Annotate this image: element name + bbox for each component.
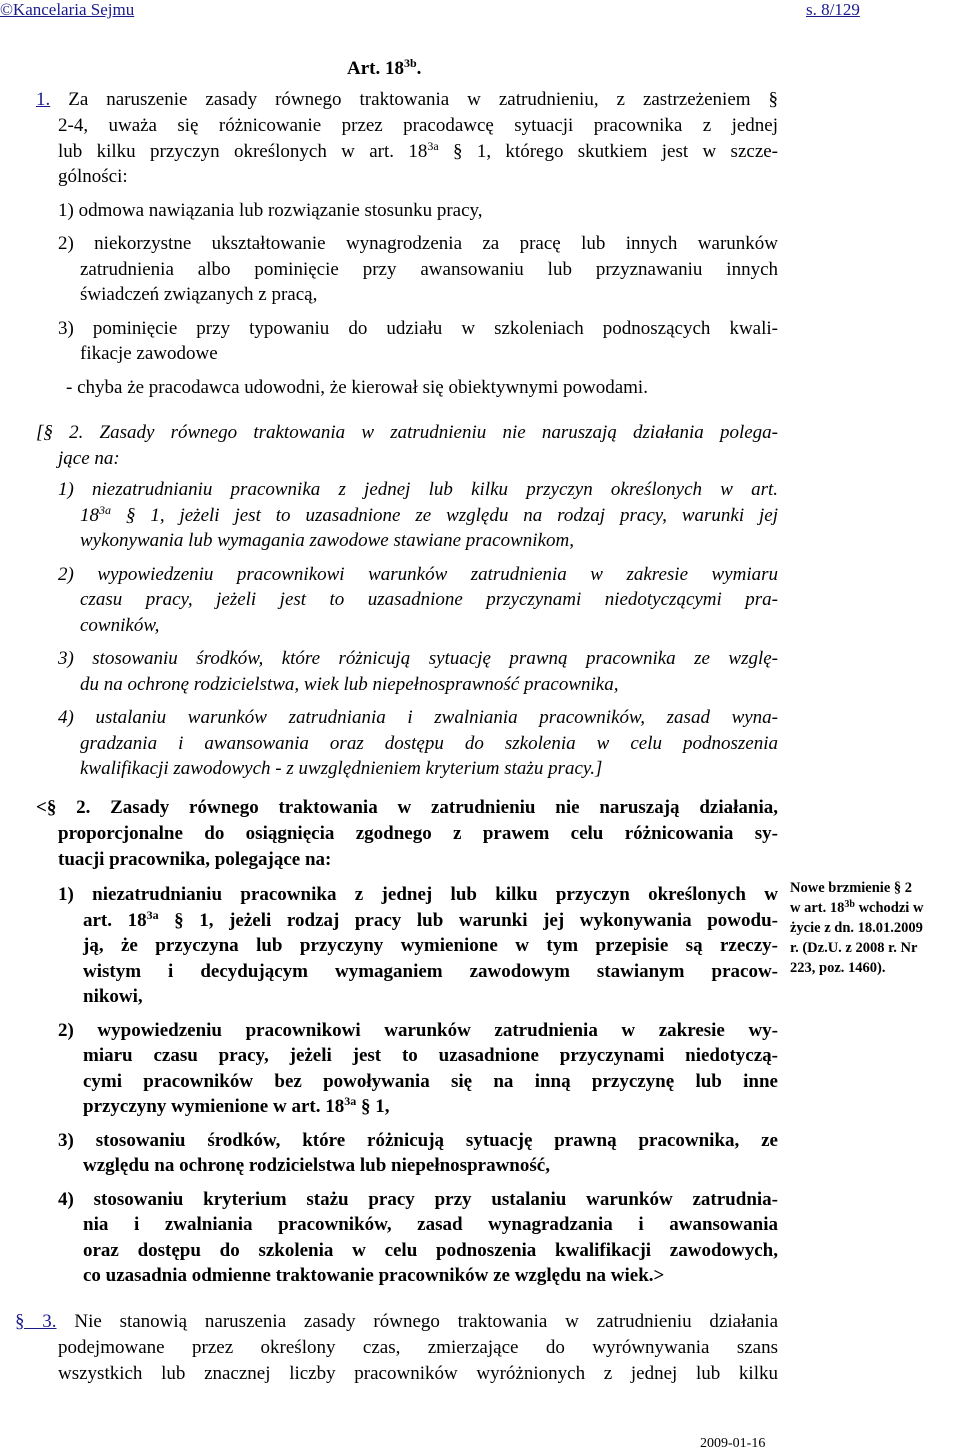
paragraph-2-new-line-2: proporcjonalne do osiągnięcia zgodnego z prawem celu różnicowania sy- bbox=[58, 823, 778, 844]
paragraph-3-text-1: Nie stanowią naruszenia zasady równego traktowania w zatrudnieniu działania bbox=[74, 1311, 778, 1332]
paragraph-2-new-item-2-line-2: miaru czasu pracy, jeżeli jest to uzasadnione przyczynami niedotyczą- bbox=[83, 1045, 778, 1066]
paragraph-2-old-item-2-line-1: 2) wypowiedzeniu pracownikowi warunków zatrudnienia w zakresie wymiaru bbox=[58, 563, 778, 585]
article-title-text: Art. 18 bbox=[347, 58, 404, 79]
margin-note-line-4: r. (Dz.U. z 2008 r. Nr bbox=[790, 940, 918, 956]
paragraph-2-old-item-2-line-2: czasu pracy, jeżeli jest to uzasadnione przyczynami niedotyczącymi pra- bbox=[80, 589, 778, 610]
paragraph-2-old-item-2-line-3: cowników, bbox=[80, 614, 160, 636]
paragraph-1-line-2: 2-4, uważa się różnicowanie przez pracodawcę sytuacji pracownika z jednej bbox=[58, 115, 778, 136]
paragraph-3-line-3: wszystkich lub znacznej liczby pracowników wyróżnionych z jednej lub kilku bbox=[58, 1362, 778, 1384]
paragraph-1-item-2-line-3: świadczeń związanych z pracą, bbox=[80, 284, 318, 305]
article-title-suffix: . bbox=[416, 58, 422, 79]
margin-note-line-2: w art. $18^{3b}$ wchodzi w bbox=[790, 899, 924, 916]
paragraph-2-new-item-1-line-4: wistym i decydującym wymaganiem zawodowym stawianym pracow- bbox=[83, 960, 778, 982]
paragraph-2-new-body bbox=[58, 821, 778, 872]
page-number-link[interactable]: s. 8/129 bbox=[806, 0, 860, 19]
paragraph-1-line-3: lub kilku przyczyn określonych w art. $18^{3a}$ § 1, którego skutkiem jest w szcze- bbox=[58, 138, 779, 162]
paragraph-1-text-1: Za naruszenie zasady równego traktowania w zatrudnieniu, z zastrzeżeniem § bbox=[68, 89, 778, 110]
paragraph-1-item-1: 1) odmowa nawiązania lub rozwiązanie stosunku pracy, bbox=[58, 199, 483, 221]
paragraph-2-old-item-1-line-2: $18^{3a}$ § 1, jeżeli jest to uzasadnione ze względu na rodzaj pracy, warunki jej bbox=[80, 502, 778, 526]
paragraph-1-item-2-line-2: zatrudnienia albo pominięcie przy awansowaniu lub przyznawaniu innych bbox=[80, 258, 778, 280]
paragraph-3-number-link[interactable]: § 3. bbox=[15, 1311, 57, 1332]
margin-note bbox=[790, 878, 960, 978]
paragraph-1-number-link[interactable]: 1. bbox=[36, 89, 51, 110]
article-title-sup: 3b bbox=[403, 56, 417, 70]
paragraph-2-new-line-1: <§ 2. Zasady równego traktowania w zatrudnieniu nie naruszają działania, bbox=[36, 797, 778, 818]
paragraph-2-new-item-1-line-1: 1) niezatrudnianiu pracownika z jednej lub kilku przyczyn określonych w bbox=[58, 884, 778, 905]
paragraph-1-head bbox=[36, 87, 778, 113]
paragraph-1-body bbox=[58, 113, 778, 400]
paragraph-2-new-item-1-line-2: art. $18^{3a}$ § 1, jeżeli rodzaj pracy lub warunki jej wykonywania powodu- bbox=[83, 907, 778, 931]
paragraph-2-old-line-2: jące na: bbox=[58, 447, 120, 469]
paragraph-2-old-item-1-line-1: 1) niezatrudnianiu pracownika z jednej lub kilku przyczyn określonych w art. bbox=[58, 479, 778, 500]
margin-note-line-5: 223, poz. 1460). bbox=[790, 960, 886, 976]
paragraph-2-old-item-1-line-3: wykonywania lub wymagania zawodowe stawiane pracownikom, bbox=[80, 530, 574, 551]
paragraph-2-new-items bbox=[58, 882, 778, 1289]
paragraph-3-line-2: podejmowane przez określony czas, zmierzające do wyrównywania szans bbox=[58, 1337, 778, 1358]
copyright-link[interactable]: ©Kancelaria Sejmu bbox=[0, 0, 135, 19]
paragraph-2-old-items bbox=[58, 477, 778, 782]
paragraph-1-item-2-line-1: 2) niekorzystne ukształtowanie wynagrodzenia za pracę lub innych warunków bbox=[58, 233, 778, 254]
paragraph-3-body bbox=[58, 1335, 778, 1386]
paragraph-2-old-line-1: [§ 2. Zasady równego traktowania w zatrudnieniu nie naruszają działania polega- bbox=[36, 422, 778, 443]
paragraph-2-new-item-4-line-1: 4) stosowaniu kryterium stażu pracy przy ustalaniu warunków zatrudnia- bbox=[58, 1188, 778, 1210]
paragraph-1-item-3-line-2: fikacje zawodowe bbox=[80, 343, 218, 364]
paragraph-2-new-item-4-line-3: oraz dostępu do szkolenia w celu podnoszenia kwalifikacji zawodowych, bbox=[83, 1239, 778, 1261]
paragraph-2-new-item-2-line-1: 2) wypowiedzeniu pracownikowi warunków zatrudnienia w zakresie wy- bbox=[58, 1019, 778, 1041]
paragraph-2-new-item-1-line-3: ją, że przyczyna lub przyczyny wymienione w tym przepisie są rzeczy- bbox=[83, 935, 778, 956]
paragraph-2-new-item-3-line-1: 3) stosowaniu środków, które różnicują sytuację prawną pracownika, ze bbox=[58, 1129, 778, 1151]
paragraph-2-new-item-1-line-5: nikowi, bbox=[83, 986, 143, 1007]
margin-note-line-1: Nowe brzmienie § 2 bbox=[790, 880, 913, 896]
paragraph-2-new-item-2-line-3: cymi pracowników bez powoływania się na inną przyczynę lub inne bbox=[83, 1070, 778, 1092]
paragraph-2-old bbox=[36, 420, 778, 471]
paragraph-2-old-item-4-line-3: kwalifikacji zawodowych - z uwzględnieniem kryterium stażu pracy.] bbox=[80, 758, 603, 779]
paragraph-2-new-item-3-line-2: względu na ochronę rodzicielstwa lub niepełnosprawność, bbox=[83, 1155, 550, 1176]
paragraph-2-old-item-3-line-1: 3) stosowaniu środków, które różnicują sytuację prawną pracownika ze wzglę- bbox=[58, 648, 778, 669]
paragraph-1-line-1 bbox=[36, 87, 778, 113]
paragraph-3-head bbox=[15, 1309, 778, 1335]
paragraph-2-new-item-4-line-4: co uzasadnia odmienne traktowanie pracowników ze względu na wiek.> bbox=[83, 1265, 665, 1286]
article-title bbox=[347, 58, 421, 80]
paragraph-1-closing: - chyba że pracodawca udowodni, że kierował się obiektywnymi powodami. bbox=[66, 376, 648, 398]
paragraph-2-new-item-4-line-2: nia i zwalniania pracowników, zasad wynagradzania i awansowania bbox=[83, 1214, 778, 1235]
paragraph-2-old-item-3-line-2: du na ochronę rodzicielstwa, wiek lub niepełnosprawność pracownika, bbox=[80, 673, 619, 695]
paragraph-2-old-item-4-line-2: gradzania i awansowania oraz dostępu do szkolenia w celu podnoszenia bbox=[80, 732, 778, 754]
paragraph-2-old-item-4-line-1: 4) ustalaniu warunków zatrudniania i zwalniania pracowników, zasad wyna- bbox=[58, 707, 778, 728]
margin-note-line-3: życie z dn. 18.01.2009 bbox=[790, 920, 923, 936]
paragraph-3-line-1 bbox=[15, 1309, 778, 1335]
paragraph-1-line-4: gólności: bbox=[58, 166, 128, 187]
paragraph-1-item-3-line-1: 3) pominięcie przy typowaniu do udziału w szkoleniach podnoszących kwali- bbox=[58, 317, 778, 339]
paragraph-2-new bbox=[36, 795, 778, 821]
footer-date: 2009-01-16 bbox=[700, 1436, 766, 1451]
paragraph-2-new-item-2-line-4: przyczyny wymienione w art. $18^{3a}$ § 1, bbox=[83, 1094, 390, 1117]
paragraph-2-new-line-3: tuacji pracownika, polegające na: bbox=[58, 848, 332, 870]
